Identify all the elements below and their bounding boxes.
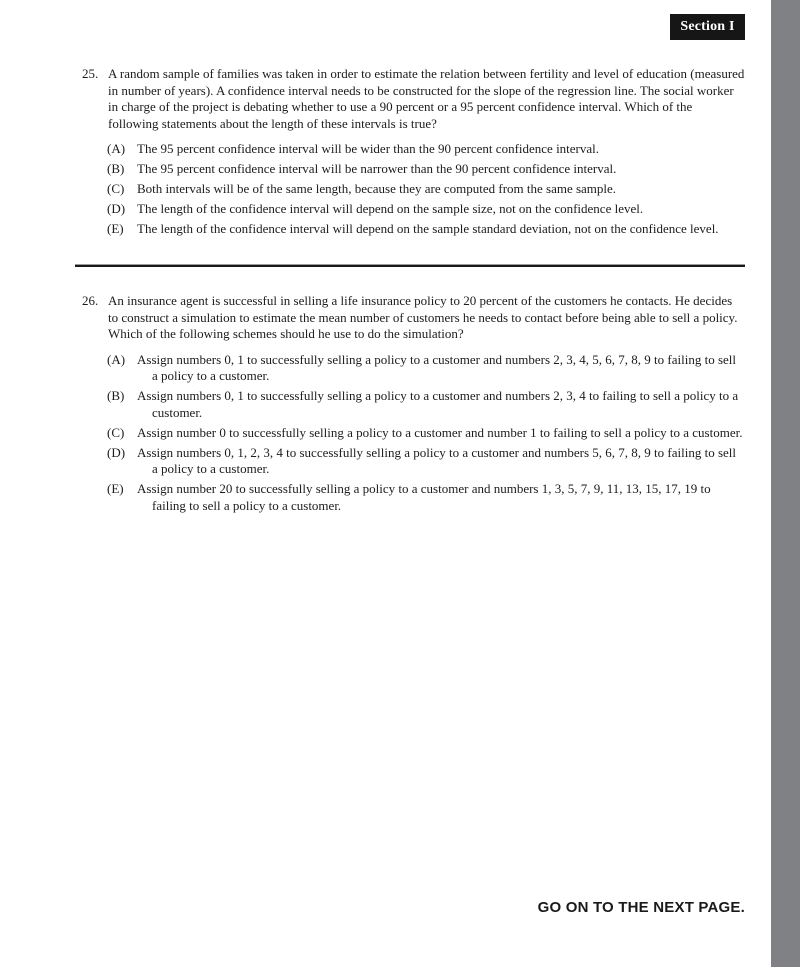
- section-badge-label: Section I: [680, 19, 735, 34]
- choice-text: Assign numbers 0, 1 to successfully selling a policy to a customer and numbers 2, 3, 4, 5, 6, 7, 8, 9 to failing to sell a policy to a customer.: [137, 351, 737, 383]
- choices-list: [108, 352, 745, 515]
- choice-row: [107, 352, 745, 385]
- choice-label: (C): [107, 181, 125, 196]
- choice-text: The 95 percent confidence interval will be narrower than the 90 percent confidence interval.: [137, 161, 617, 176]
- choice-text: Assign numbers 0, 1 to successfully selling a policy to a customer and numbers 2, 3, 4 to failing to sell a policy to a customer.: [137, 388, 739, 420]
- choice-label: (A): [107, 141, 126, 156]
- section-badge: [670, 14, 745, 40]
- choice-label: (D): [107, 444, 126, 460]
- question-body: [108, 66, 745, 241]
- choice-row: [107, 181, 745, 198]
- question-25: [82, 66, 745, 241]
- question-stem: A random sample of families was taken in order to estimate the relation between fertility and level of education (measured in number of years). A confidence interval needs to be constructed for the slope of the regression line. The social worker in charge of the project is debating whether to use a 90 percent or a 95 percent confidence interval. Which of the following statements about the length of these intervals is true?: [108, 66, 745, 131]
- choice-text: Assign number 20 to successfully selling a policy to a customer and numbers 1, 3, 5, 7, 9, 11, 13, 15, 17, 19 to failing to sell a policy to a customer.: [137, 481, 711, 513]
- question-number: 25.: [82, 66, 99, 81]
- choices-list: [108, 141, 745, 238]
- choice-label: (E): [107, 481, 124, 496]
- question-number: 26.: [82, 293, 99, 308]
- choice-row: [107, 388, 745, 421]
- choice-label: (E): [107, 221, 124, 236]
- choice-text: Both intervals will be of the same length, because they are computed from the same sample.: [137, 181, 617, 196]
- choice-row: [107, 481, 745, 514]
- question-body: [108, 293, 745, 518]
- choice-text: The 95 percent confidence interval will be wider than the 90 percent confidence interval.: [137, 141, 600, 156]
- choice-label: (B): [107, 161, 125, 176]
- question-divider-rule: [75, 264, 745, 267]
- choice-text: Assign numbers 0, 1, 2, 3, 4 to successfully selling a policy to a customer and numbers 5, 6, 7, 8, 9 to failing to sell a policy to a customer.: [137, 444, 737, 476]
- choice-row: [107, 445, 745, 478]
- choice-label: (C): [107, 424, 125, 440]
- choice-row: [107, 161, 745, 178]
- choice-label: (D): [107, 201, 126, 216]
- choice-row: [107, 425, 745, 442]
- go-on-next-page-instruction: GO ON TO THE NEXT PAGE.: [537, 899, 745, 916]
- choice-row: [107, 141, 745, 158]
- choice-label: (A): [107, 351, 126, 367]
- choice-text: Assign number 0 to successfully selling a policy to a customer and number 1 to failing to sell a policy to a customer.: [137, 424, 743, 440]
- choice-text: The length of the confidence interval will depend on the sample standard deviation, not on the confidence level.: [137, 221, 719, 236]
- choice-row: [107, 201, 745, 218]
- question-26: [82, 293, 745, 518]
- question-stem: An insurance agent is successful in selling a life insurance policy to 20 percent of the customers he contacts. He decides to construct a simulation to estimate the mean number of customers he needs to contact before being able to sell a policy. Which of the following schemes should he use to do the simulation?: [108, 293, 738, 341]
- choice-text: The length of the confidence interval will depend on the sample size, not on the confidence level.: [137, 201, 644, 216]
- choice-label: (B): [107, 388, 125, 403]
- page-edge-gray-strip: [771, 0, 800, 967]
- choice-row: [107, 221, 745, 238]
